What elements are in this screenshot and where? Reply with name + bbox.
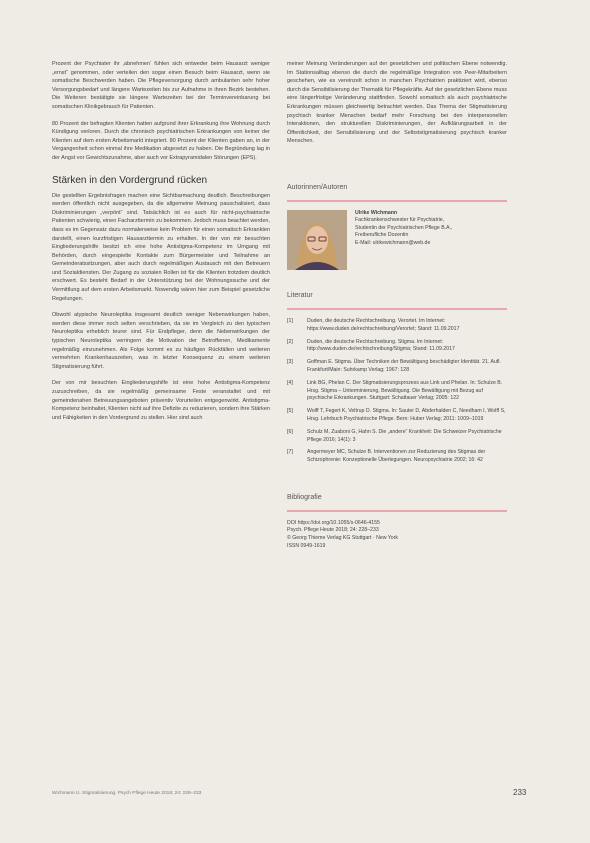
reference-item: [6] Schulz M, Zuaboni G, Hahn S. Die „andere“ Krankheit: Die Schweizer Psychiatrische Pflege 2016; 14(1): 3	[287, 428, 502, 443]
reference-item: [7] Angermeyer MC, Schulze B. Interventionen zur Reduzierung des Stigmas der Schizophrenie: Konzeptionelle Überlegungen. Neuropsychiatrie 2002; 16: 42	[287, 449, 486, 464]
body-paragraph: meiner Meinung Veränderungen auf der gesetzlichen und politischen Ebene notwendig. Im Stationsalltag ebenso die durch die regelmäßige Integration von Peer-Mitarbeitern geschehen, wie es vereinzelt schon in manchen Psychiatrien praktiziert wird, ebenso durch die Sensibilisierung der Thematik für Pflegekräfte. Auf der gesetzlichen Ebene muss eine längerfristige Veränderung stattfinden. Sowohl somatisch als auch psychiatrische Erkrankungen müssen gleichwertig betrachtet werden. Das Thema der Stigmatisierung psychisch kranker Menschen bedarf mehr Forschung bei den interpersonellen Interaktionen, den strukturellen Diskriminierungen, der Aufklärungsarbeit in der Öffentlichkeit, der Sensibilisierung und der Selbststigmatisierung psychisch kranker Menschen.	[287, 61, 507, 145]
page-number: 233	[513, 788, 527, 797]
body-paragraph: 80 Prozent der befragten Klienten hatten aufgrund ihrer Erkrankung ihre Wohnung durch Kündigung verloren. Durch die chronisch psychiatrischen Erkrankungen von keiner der Klienten auf dem ersten Arbeitsmarkt integriert. 80 Prozent der Klienten gaben an, in der Vergangenheit schon einmal ihre Medikation abgesetzt zu haben. Die Begründung lag in der Angst vor Gewichtszunahme, aber auch vor Extrapyramidalen Störungen (EPS).	[52, 120, 270, 161]
section-divider	[287, 308, 507, 310]
reference-list	[287, 318, 507, 465]
reference-item: [4] Link BG, Phelan C. Der Stigmatisierungsprozess aus Link und Phelan. In: Schulze B. Hrsg. Stigma – Unterminierung, Bewältigung. Die Bewältigung mit Bezug auf psychische Erkrankungen. Stuttgart: Schattauer Verlag; 2005: 122	[287, 379, 503, 402]
bibliografie-line: © Georg Thieme Verlag KG Stuttgart · New York	[287, 535, 398, 542]
literatur-title: Literatur	[287, 291, 313, 299]
section-divider	[287, 200, 507, 202]
bibliografie-line: Psych. Pflege Heute 2018; 24: 228–233	[287, 527, 379, 534]
body-paragraph: Prozent der Psychiater ihr ‚abnehmen‘ fühlen sich entweder beim Hausarzt weniger „ernst“ genommen, oder verteilen den sogar einen Besuch beim Hausarzt, wenn sie somatische Beschwerden haben. Die Pflegeversorgung durch ambulanten sehr hoher Versorgungsbedarf und längere Wartezeiten bis zur Aufnahme in ihren Bezirk bestehen. Die Weiteren bestätigte sie längere Wartezeiten bei der Terminvereinbarung bei somatischen Klinikgebrauch für Patienten.	[52, 61, 270, 110]
author-email[interactable]: E-Mail: ulrikewichmann@web.de	[355, 239, 431, 246]
author-line: Fachkrankenschwester für Psychiatrie,	[355, 217, 445, 224]
author-section-title: Autorinnen/Autoren	[287, 183, 348, 191]
body-paragraph: Die gestellten Ergebnisfragen machen eine Sichtbarmachung deutlich. Beschreibungen werden öffentlich nicht ausgegeben, da die allgemeine Meinung pauschalisiert, dass Diskriminierungen „verpönt“ sind. Tatsächlich ist es auch für nicht-psychiatrische Patienten schwierig, einen Facharzttermin zu bekommen. Jedoch muss beachtet werden, dass es im Gegensatz dazu normalerweise kein Problem für einen somatisch Erkrankten darstellt, einen kurzfristigen Hausarzttermin zu erhalten. In der von mir besuchten Eingliederungshilfe besitzt ich eine hohe Antistigma-Kompetenz im Umgang mit Behörden, durch eingespielte Kontakte zum Bürgermeister und Teilnahme an Gemeinderatssitzungen, aber auch durch regelmäßigen Austausch mit den Betreuern und Sozialdiensten. Der Zugang zu sozialen Rollen ist für die Klienten trotzdem deutlich erschwert. Es besteht Bedarf in der Unterstützung bei der Wohnungssuche und der Vermittlung auf dem ersten Arbeitsmarkt. Nowendig wären hier zum Beispiel gesetzliche Regelungen.	[52, 192, 270, 302]
author-photo	[287, 210, 347, 270]
author-box	[287, 210, 507, 270]
body-paragraph: Obwohl atypische Neuroleptika insgesamt deutlich weniger Nebenwirkungen haben, werden diese immer noch selten verschrieben, da sie im Vergleich zu den typischen Neuroleptika erheblich teurer sind. Für Endpfleger, denn die Nebenwirkungen der typischen Neuroleptika verringern die Motivation der Betroffenen, Medikamente regelmäßig einzunehmen. Als Folge kommt es zu häufigen Rückfällen und weiteren vermehrten Krankenhauszeiten, was in letzter Konsequenz zu einem weiteren Stigmatisierung führt.	[52, 312, 270, 370]
section-heading: Stärken in den Vordergrund rücken	[52, 174, 208, 186]
reference-item: [3] Goffman E. Stigma. Über Techniken der Bewältigung beschädigter Identität. 21. Aufl. Frankfurt/Main: Suhrkamp Verlag; 1967: 128	[287, 359, 501, 373]
doi-line[interactable]: DOI https://doi.org/10.1055/s-0646-4155	[287, 519, 380, 526]
reference-item: [5] Wolff T, Fegert K, Veltrup D. Stigma. In: Sauter D, Abderhalden C, Needham I, Wolff S, Hrsg. Lehrbuch Psychiatrische Pflege. Bern: Huber Verlag; 2011: 1009–1019	[287, 408, 506, 422]
right-column	[287, 60, 507, 550]
author-line: Studentin der Psychiatrischen Pflege B.A.,	[355, 224, 453, 231]
reference-item: [1] Duden, die deutsche Rechtschreibung. Verortet. Im Internet: https://www.duden.de/rechtschreibung/Verortet; Stand: 11.09.2017	[287, 317, 460, 332]
bibliografie-title: Bibliografie	[287, 493, 322, 501]
author-line: Freiberufliche Dozentin	[355, 232, 409, 239]
left-column	[52, 60, 270, 430]
author-info	[355, 210, 452, 270]
body-paragraph: Der von mir besuchten Eingliederungshilfe ist eine hohe Antistigma-Kompetenz zuzuschreiben, da sie regelmäßig gemeinsame Feste veranstaltet und mit gemeindenahen Betreuungsangeboten präventiv Vorurteilen entgegenwirkt. Antistigma-Kompetenz beinhaltet, Klienten nicht auf ihre Defizite zu reduzieren, sondern ihre Stärken und Fähigkeiten in den Vordergrund zu stellen. Hier sind auch	[52, 380, 270, 421]
reference-item: [2] Duden, die deutsche Rechtschreibung. Stigma. Im Internet: http://www.duden.de/rechtschreibung/Stigma; Stand: 11.09.2017	[287, 338, 455, 353]
footer-citation: Wichmann U. Stigmatisierung. Psych Pflege Heute 2018; 24: 228–233	[52, 791, 202, 796]
author-name: Ulrike Wichmann	[355, 209, 398, 216]
bibliografie-line: ISSN 0949-1619	[287, 542, 326, 549]
section-divider	[287, 510, 507, 512]
bibliografie-box	[287, 520, 507, 550]
